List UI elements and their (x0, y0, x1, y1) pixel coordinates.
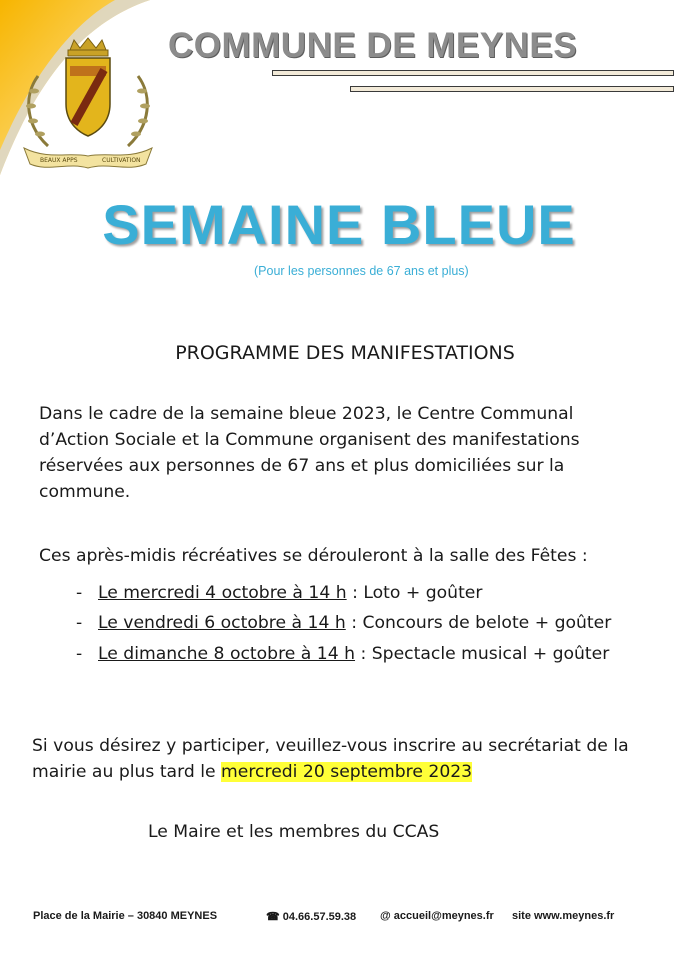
venue-sentence: Ces après-midis récréatives se dérouleront à la salle des Fêtes : (39, 546, 588, 566)
registration-paragraph (32, 733, 672, 785)
schedule-item (76, 644, 609, 664)
schedule-date: Le dimanche 8 octobre à 14 h (98, 644, 356, 664)
footer-website-url: www.meynes.fr (534, 910, 615, 922)
schedule-activity: : Concours de belote + goûter (345, 613, 612, 633)
footer-website-label: site (512, 910, 531, 922)
footer-phone-number: 04.66.57.59.38 (282, 911, 357, 923)
schedule-bullet: - (76, 583, 83, 603)
footer-address: Place de la Mairie – 30840 MEYNES (33, 910, 218, 922)
schedule-bullet: - (76, 613, 83, 633)
footer-website (512, 910, 614, 922)
header-rule-top (272, 70, 674, 76)
header-rule-bottom (350, 86, 674, 92)
schedule-date: Le vendredi 6 octobre à 14 h (98, 613, 346, 633)
event-title: SEMAINE BLEUE (102, 193, 576, 256)
logo-banner-right: CULTIVATION (102, 157, 141, 164)
footer-email (380, 910, 494, 922)
program-heading: PROGRAMME DES MANIFESTATIONS (175, 342, 515, 364)
schedule-activity: : Spectacle musical + goûter (355, 644, 610, 664)
footer-email-address: accueil@meynes.fr (393, 910, 494, 922)
registration-deadline: mercredi 20 septembre 2023 (221, 762, 473, 782)
email-icon: @ (380, 910, 391, 922)
town-coat-of-arms-logo (18, 36, 158, 176)
intro-paragraph: Dans le cadre de la semaine bleue 2023, le Centre Communal d’Action Sociale et la Commune organisent des manifestations réservées aux personnes de 67 ans et plus domiciliées sur la commune. (39, 404, 580, 502)
event-subtitle: (Pour les personnes de 67 ans et plus) (254, 264, 469, 278)
footer-phone (266, 910, 356, 923)
schedule-bullet: - (76, 644, 83, 664)
registration-text: Si vous désirez y participer, veuillez-vous inscrire au secrétariat de la mairie au plus tard le (32, 736, 629, 782)
signature: Le Maire et les membres du CCAS (148, 822, 440, 842)
schedule-item (76, 613, 611, 633)
phone-icon: ☎ (266, 911, 280, 923)
logo-banner-left: BEAUX APPS (40, 157, 78, 164)
schedule-activity: : Loto + goûter (346, 583, 483, 603)
commune-name-heading: COMMUNE DE MEYNES (168, 26, 578, 65)
schedule-item (76, 583, 482, 603)
schedule-date: Le mercredi 4 octobre à 14 h (98, 583, 347, 603)
